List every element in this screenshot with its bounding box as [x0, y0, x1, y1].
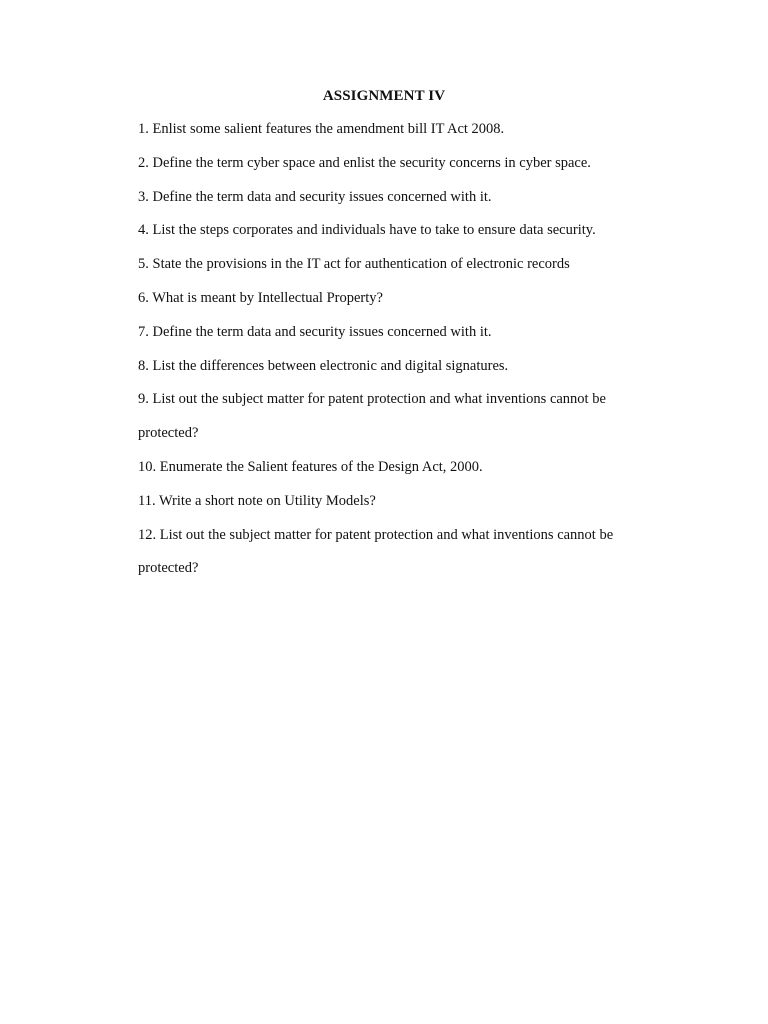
- question-continuation: protected?: [138, 560, 199, 577]
- question-item: [138, 356, 628, 376]
- question-list: [138, 119, 628, 592]
- question-item: [138, 187, 628, 207]
- question-item: [138, 254, 628, 274]
- question-text: 7. Define the term data and security issues concerned with it.: [138, 323, 492, 340]
- question-text: 5. State the provisions in the IT act for authentication of electronic records: [138, 256, 570, 273]
- assignment-title: ASSIGNMENT IV: [322, 88, 446, 104]
- question-item: [138, 525, 628, 579]
- question-item: [138, 119, 628, 139]
- question-item: [138, 491, 628, 511]
- question-text: 1. Enlist some salient features the amendment bill IT Act 2008.: [138, 121, 505, 137]
- question-item: [138, 153, 628, 173]
- question-text: 9. List out the subject matter for patent protection and what inventions cannot be: [138, 391, 606, 408]
- question-continuation: protected?: [138, 425, 199, 442]
- question-item: [138, 288, 628, 308]
- question-text: 12. List out the subject matter for patent protection and what inventions cannot be: [138, 526, 614, 543]
- question-item: [138, 457, 628, 477]
- question-item: [138, 220, 628, 240]
- question-text: 8. List the differences between electronic and digital signatures.: [138, 357, 509, 374]
- question-text: 4. List the steps corporates and individuals have to take to ensure data security.: [138, 222, 596, 239]
- question-text: 2. Define the term cyber space and enlist the security concerns in cyber space.: [138, 154, 591, 171]
- question-text: 11. Write a short note on Utility Models?: [138, 492, 376, 509]
- question-text: 3. Define the term data and security issues concerned with it.: [138, 188, 492, 205]
- question-text: 10. Enumerate the Salient features of the Design Act, 2000.: [138, 458, 483, 475]
- question-item: [138, 389, 628, 443]
- question-text: 6. What is meant by Intellectual Property?: [138, 289, 383, 306]
- question-item: [138, 322, 628, 342]
